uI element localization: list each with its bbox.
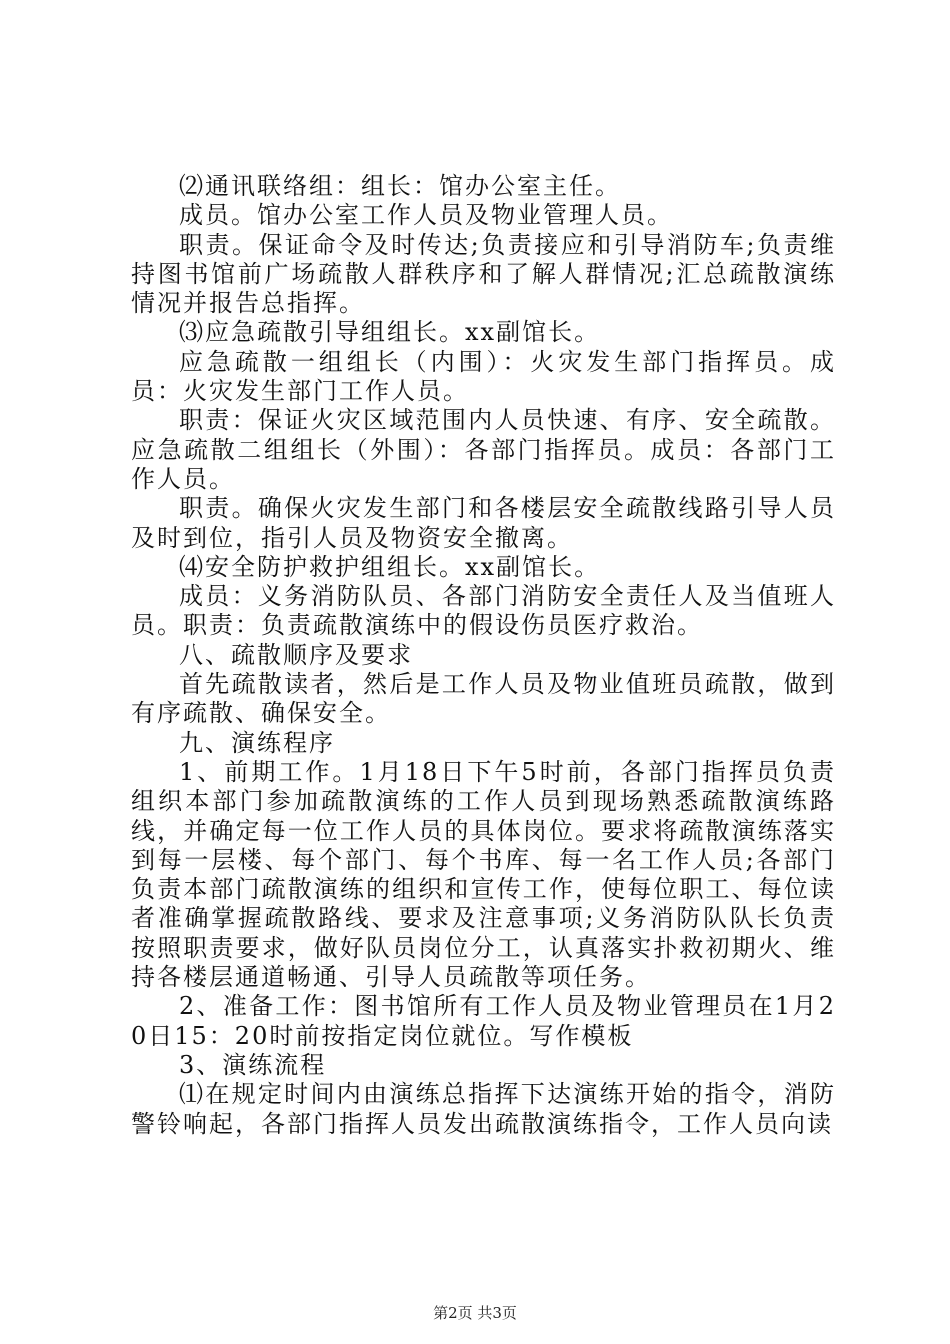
paragraph: 3、演练流程	[179, 1050, 327, 1079]
document-body	[131, 172, 836, 1139]
section-heading: 九、演练程序	[179, 728, 335, 757]
paragraph: 应急疏散一组组长（内围）：火灾发生部门指挥员。成员：火灾发生部门工作人员。	[131, 347, 836, 406]
paragraph: 职责。保证命令及时传达;负责接应和引导消防车;负责维持图书馆前广场疏散人群秩序和了解人群情况;汇总疏散演练情况并报告总指挥。	[131, 230, 836, 318]
paragraph: ⑵通讯联络组：组长：馆办公室主任。	[179, 172, 621, 200]
page-number-footer: 第2页 共3页	[433, 1304, 517, 1322]
paragraph: 首先疏散读者，然后是工作人员及物业值班员疏散，做到有序疏散、确保安全。	[131, 670, 836, 728]
paragraph: 1、前期工作。1月18日下午5时前，各部门指挥员负责组织本部门参加疏散演练的工作人员到现场熟悉疏散演练路线，并确定每一位工作人员的具体岗位。要求将疏散演练落实到每一层楼、每个部门、每个书库、每一名工作人员;各部门负责本部门疏散演练的组织和宣传工作，使每位职工、每位读者准确掌握疏散路线、要求及注意事项;义务消防队队长负责按照职责要求，做好队员岗位分工，认真落实扑救初期火、维持各楼层通道畅通、引导人员疏散等项任务。	[131, 757, 836, 992]
paragraph: ⑷安全防护救护组组长。xx副馆长。	[179, 552, 601, 581]
paragraph: ⑴在规定时间内由演练总指挥下达演练开始的指令，消防警铃响起，各部门指挥人员发出疏散演练指令，工作人员向读	[131, 1080, 836, 1138]
paragraph: ⑶应急疏散引导组组长。xx副馆长。	[179, 318, 601, 347]
paragraph: 成员。馆办公室工作人员及物业管理人员。	[179, 201, 673, 230]
paragraph: 职责。确保火灾发生部门和各楼层安全疏散线路引导人员及时到位，指引人员及物资安全撤离。	[131, 494, 836, 552]
paragraph: 2、准备工作：图书馆所有工作人员及物业管理员在1月20日15：20时前按指定岗位就位。写作模板	[131, 992, 836, 1050]
paragraph: 成员：义务消防队员、各部门消防安全责任人及当值班人员。职责：负责疏散演练中的假设伤员医疗救治。	[131, 582, 836, 640]
paragraph: 职责：保证火灾区域范围内人员快速、有序、安全疏散。应急疏散二组组长（外围）：各部门指挥员。成员：各部门工作人员。	[131, 406, 836, 493]
section-heading: 八、疏散顺序及要求	[179, 640, 413, 669]
